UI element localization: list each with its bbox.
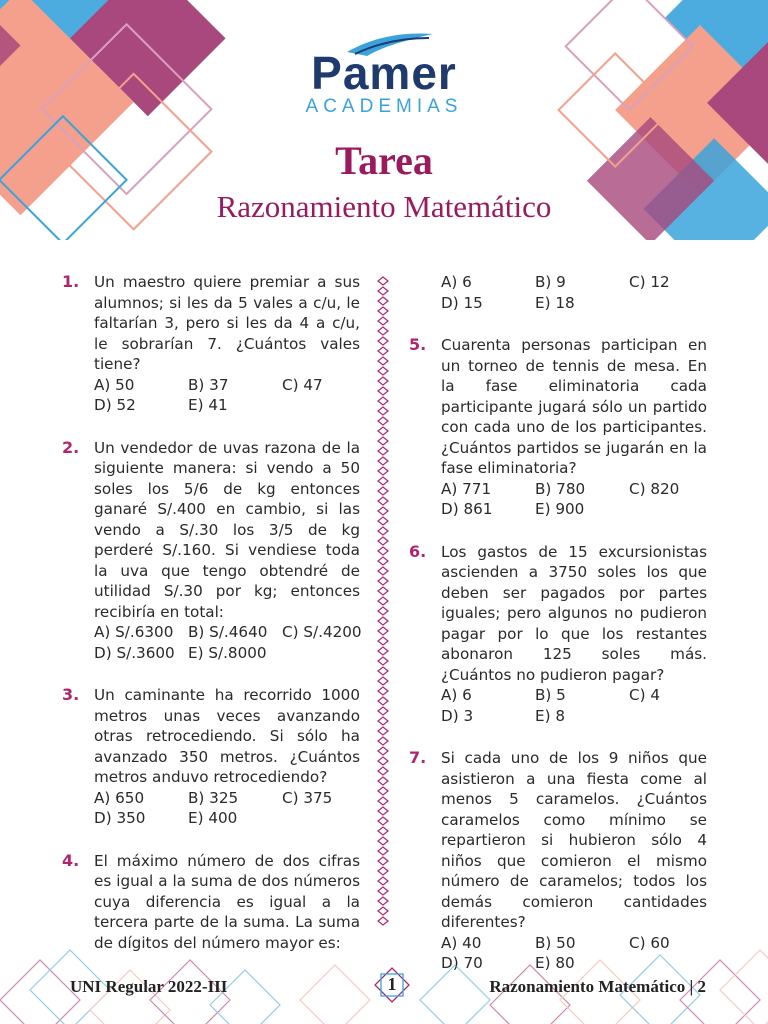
option-e: E) 41 [188, 396, 228, 414]
option-a: A) 6 [441, 273, 472, 291]
option-d: D) 15 [441, 293, 483, 312]
option-e: E) 8 [535, 706, 566, 725]
problem-number: 2. [62, 437, 80, 457]
option-b: B) 5 [535, 686, 566, 704]
option-b: B) 325 [188, 788, 239, 807]
options [441, 685, 707, 726]
options [94, 788, 360, 829]
option-a: A) 50 [94, 375, 135, 394]
problem-number: 4. [62, 850, 80, 870]
left-column [62, 272, 360, 975]
option-c: C) 12 [629, 273, 670, 291]
option-e: E) 80 [535, 954, 575, 972]
options [94, 375, 360, 416]
column-divider [377, 276, 389, 926]
option-d: D) 70 [441, 954, 483, 972]
option-b: B) 50 [535, 933, 576, 952]
option-c: C) 60 [629, 933, 670, 952]
options [441, 272, 707, 313]
option-d: D) 861 [441, 500, 493, 518]
right-column [409, 272, 707, 996]
problem-4-options [409, 272, 707, 313]
footer-subject: Razonamiento Matemático | 2 [489, 977, 706, 996]
problem-number: 7. [409, 748, 427, 767]
problem-number: 3. [62, 685, 80, 704]
option-d: D) S/.3600 [94, 643, 175, 662]
option-a: A) 650 [94, 788, 145, 807]
problem-text: Un vendedor de uvas razona de la siguiente manera: si vendo a 50 soles los 5/6 de kg entonces ganaré S/.400 en cambio, si las vendo a S/.30 los 3/5 de kg perderé S/.160. Si vendiese toda la uva que tengo obtendré de utilidad S/.30 por kg; entonces recibiría en total: [94, 438, 360, 621]
option-c: C) 375 [282, 788, 333, 807]
option-a: A) 40 [441, 933, 482, 952]
problem-text: El máximo número de dos cifras es igual a la suma de dos números cuya diferencia es igual a la tercera parte de la suma. La suma de dígitos del número mayor es: [94, 851, 360, 952]
option-b: B) 37 [188, 375, 229, 394]
footer-course: UNI Regular 2022-III [70, 977, 228, 996]
problem-text: Si cada uno de los 9 niños que asistieron a una fiesta come al menos 5 caramelos. ¿Cuántos caramelos como mínimo se repartieron si hubieron sólo 4 niños que comieron el mismo número de caramelos; todos los demás comieron cantidades diferentes? [441, 749, 707, 931]
option-c: C) 47 [282, 375, 323, 394]
option-c: C) 820 [629, 479, 680, 498]
problem-text: Los gastos de 15 excursionistas ascienden a 3750 soles los que deben ser pagados por partes iguales; pero algunos no pudieron pagar por lo que los restantes abonaron 125 soles más. ¿Cuántos no pudieron pagar? [441, 542, 707, 684]
option-b: B) S/.4640 [188, 623, 268, 641]
option-c: C) S/.4200 [282, 623, 362, 641]
problem-text: Un maestro quiere premiar a sus alumnos; si les da 5 vales a c/u, le faltarían 3, pero si les da 4 a c/u, le sobrarían 7. ¿Cuántos vales tiene? [94, 273, 360, 373]
option-e: E) S/.8000 [188, 643, 267, 662]
options [441, 479, 707, 520]
option-a: A) 6 [441, 686, 472, 704]
problem-6 [409, 542, 707, 727]
subject-title: Razonamiento Matemático [216, 189, 552, 224]
problem-number: 5. [409, 335, 427, 354]
problem-text: Un caminante ha recorrido 1000 metros unas veces avanzando otras retrocediendo. Si sólo ha avanzado 350 metros. ¿Cuántos metros anduvo retrocediendo? [94, 686, 360, 786]
problem-1 [62, 272, 360, 416]
option-a: A) 771 [441, 479, 492, 498]
problem-5 [409, 335, 707, 520]
problem-number: 6. [409, 541, 427, 561]
problem-text: Cuarenta personas participan en un torneo de tennis de mesa. En la fase eliminatoria cada participante jugará sólo un partido con cada uno de los participantes. ¿Cuántos partidos se jugarán en la fase eliminatoria? [441, 336, 707, 477]
option-a: A) S/.6300 [94, 623, 174, 641]
page-number-text: 1 [387, 974, 397, 994]
option-c: C) 4 [629, 686, 661, 704]
brand-logo: Pamer [311, 47, 457, 99]
option-e: E) 400 [188, 809, 238, 827]
option-d: D) 3 [441, 706, 474, 725]
option-b: B) 780 [535, 479, 586, 498]
page-number [372, 965, 412, 1005]
option-e: E) 900 [535, 500, 585, 518]
problem-number: 1. [62, 272, 80, 291]
option-b: B) 9 [535, 273, 566, 291]
problem-3 [62, 685, 360, 829]
brand-subtitle: ACADEMIAS [305, 96, 463, 117]
problem-2 [62, 438, 360, 664]
page-title: Tarea [335, 138, 433, 183]
option-d: D) 350 [94, 809, 146, 827]
option-d: D) 52 [94, 396, 136, 414]
options [94, 622, 360, 663]
option-e: E) 18 [535, 293, 575, 312]
